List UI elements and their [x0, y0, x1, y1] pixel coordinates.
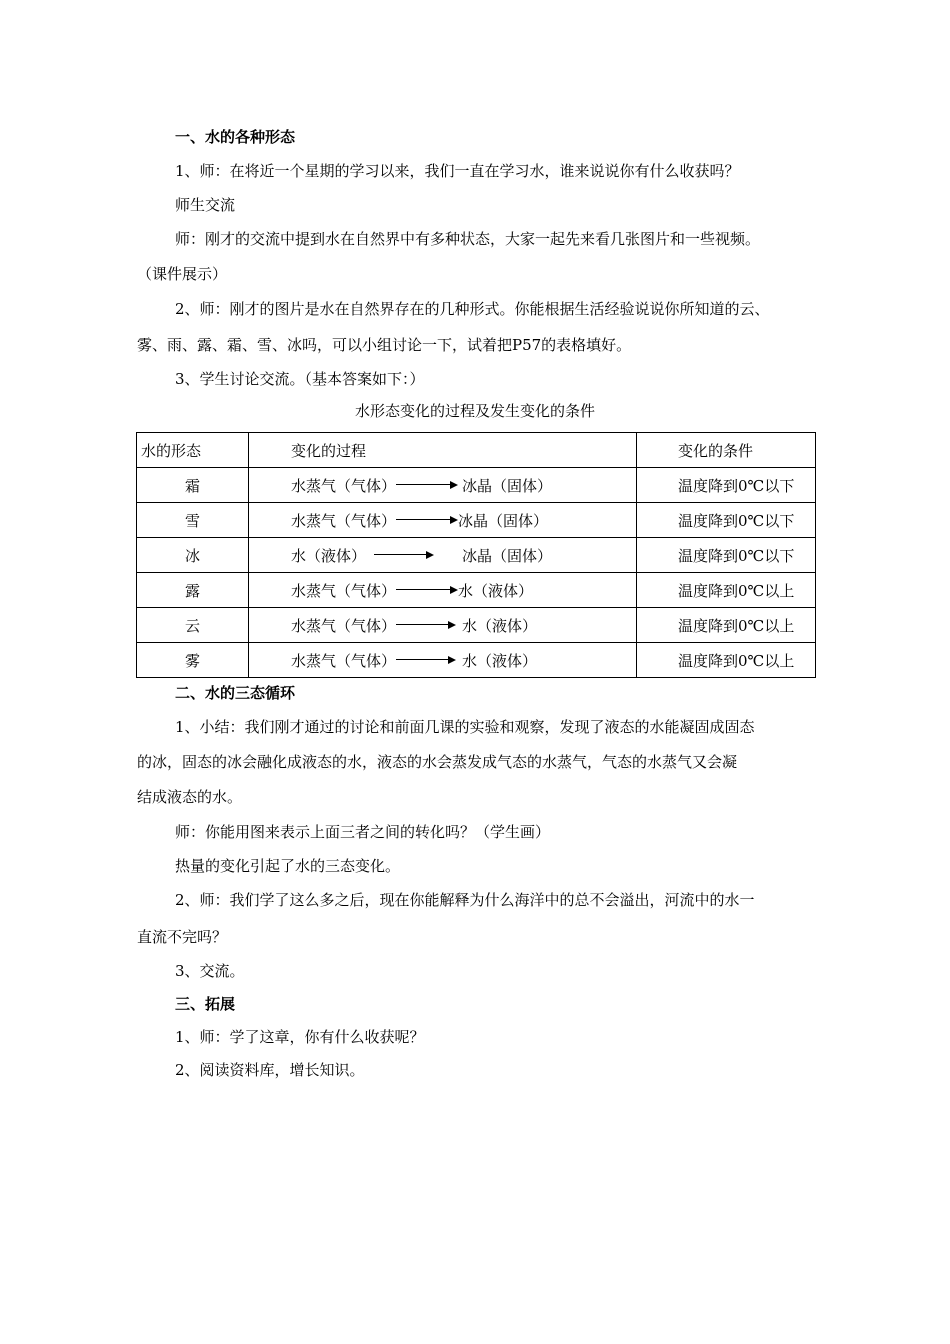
cell-form: 雪: [137, 503, 249, 538]
cell-form: 露: [137, 573, 249, 608]
header-form: 水的形态: [137, 433, 249, 468]
process-from: 水蒸气（气体）: [291, 581, 397, 600]
paragraph: 3、学生讨论交流。（基本答案如下：）: [175, 370, 425, 388]
arrow-right-icon: [396, 585, 458, 595]
cell-condition: 温度降到0℃以上: [637, 573, 816, 608]
paragraph: 1、师：学了这章，你有什么收获呢？: [175, 1028, 425, 1046]
cell-process: [249, 468, 637, 503]
process-to: 冰晶（固体）: [458, 511, 549, 530]
process-from: 水蒸气（气体）: [291, 511, 397, 530]
section-heading-cycle: 二、水的三态循环: [175, 684, 296, 702]
process-to: 冰晶（固体）: [462, 476, 553, 495]
paragraph: 雾、雨、露、霜、雪、冰吗，可以小组讨论一下，试着把P57的表格填好。: [137, 336, 632, 354]
arrow-right-icon: [396, 620, 456, 630]
arrow-right-icon: [396, 655, 456, 665]
section-heading-forms: 一、水的各种形态: [175, 128, 296, 146]
paragraph: 的冰，固态的冰会融化成液态的水，液态的水会蒸发成气态的水蒸气，气态的水蒸气又会凝: [137, 753, 738, 771]
paragraph: （课件展示）: [137, 265, 228, 283]
paragraph: 3、交流。: [175, 962, 245, 980]
arrow-right-icon: [396, 480, 458, 490]
cell-process: [249, 573, 637, 608]
process-to: 水（液体）: [462, 616, 538, 635]
cell-form: 雾: [137, 643, 249, 678]
cell-condition: 温度降到0℃以下: [637, 468, 816, 503]
table-caption: 水形态变化的过程及发生变化的条件: [354, 402, 595, 420]
paragraph: 1、小结：我们刚才通过的讨论和前面几课的实验和观察，发现了液态的水能凝固成固态: [175, 718, 755, 736]
table-row: [137, 643, 816, 678]
cell-form: 霜: [137, 468, 249, 503]
process-to: 冰晶（固体）: [462, 546, 553, 565]
arrow-right-icon: [396, 515, 458, 525]
header-condition: 变化的条件: [637, 433, 816, 468]
cell-condition: 温度降到0℃以上: [637, 643, 816, 678]
table-row: [137, 503, 816, 538]
paragraph: 1、师：在将近一个星期的学习以来，我们一直在学习水，谁来说说你有什么收获吗？: [175, 162, 740, 180]
arrow-right-icon: [374, 550, 434, 560]
table-row: [137, 573, 816, 608]
cell-condition: 温度降到0℃以下: [637, 538, 816, 573]
paragraph: 师生交流: [175, 196, 236, 214]
table-row: [137, 538, 816, 573]
cell-process: [249, 503, 637, 538]
header-process: 变化的过程: [249, 433, 637, 468]
table-row: [137, 468, 816, 503]
process-from: 水蒸气（气体）: [291, 476, 397, 495]
section-heading-extension: 三、拓展: [175, 995, 236, 1013]
cell-process: [249, 608, 637, 643]
paragraph: 师：刚才的交流中提到水在自然界中有多种状态，大家一起先来看几张图片和一些视频。: [175, 230, 761, 248]
cell-form: 云: [137, 608, 249, 643]
paragraph: 2、阅读资料库，增长知识。: [175, 1061, 365, 1079]
cell-form: 冰: [137, 538, 249, 573]
process-to: 水（液体）: [458, 581, 534, 600]
process-from: 水蒸气（气体）: [291, 616, 397, 635]
table-header-row: [137, 433, 816, 468]
paragraph: 2、师：刚才的图片是水在自然界存在的几种形式。你能根据生活经验说说你所知道的云、: [175, 300, 770, 318]
cell-condition: 温度降到0℃以上: [637, 608, 816, 643]
paragraph: 结成液态的水。: [137, 788, 243, 806]
process-to: 水（液体）: [462, 651, 538, 670]
paragraph: 热量的变化引起了水的三态变化。: [175, 857, 401, 875]
table-row: [137, 608, 816, 643]
process-from: 水蒸气（气体）: [291, 651, 397, 670]
paragraph: 师：你能用图来表示上面三者之间的转化吗？（学生画）: [175, 823, 551, 841]
paragraph: 2、师：我们学了这么多之后，现在你能解释为什么海洋中的总不会溢出，河流中的水一: [175, 891, 755, 909]
cell-process: [249, 643, 637, 678]
water-forms-table: [136, 432, 816, 678]
process-from: 水（液体）: [291, 546, 367, 565]
paragraph: 直流不完吗？: [137, 928, 228, 946]
cell-process: [249, 538, 637, 573]
cell-condition: 温度降到0℃以下: [637, 503, 816, 538]
